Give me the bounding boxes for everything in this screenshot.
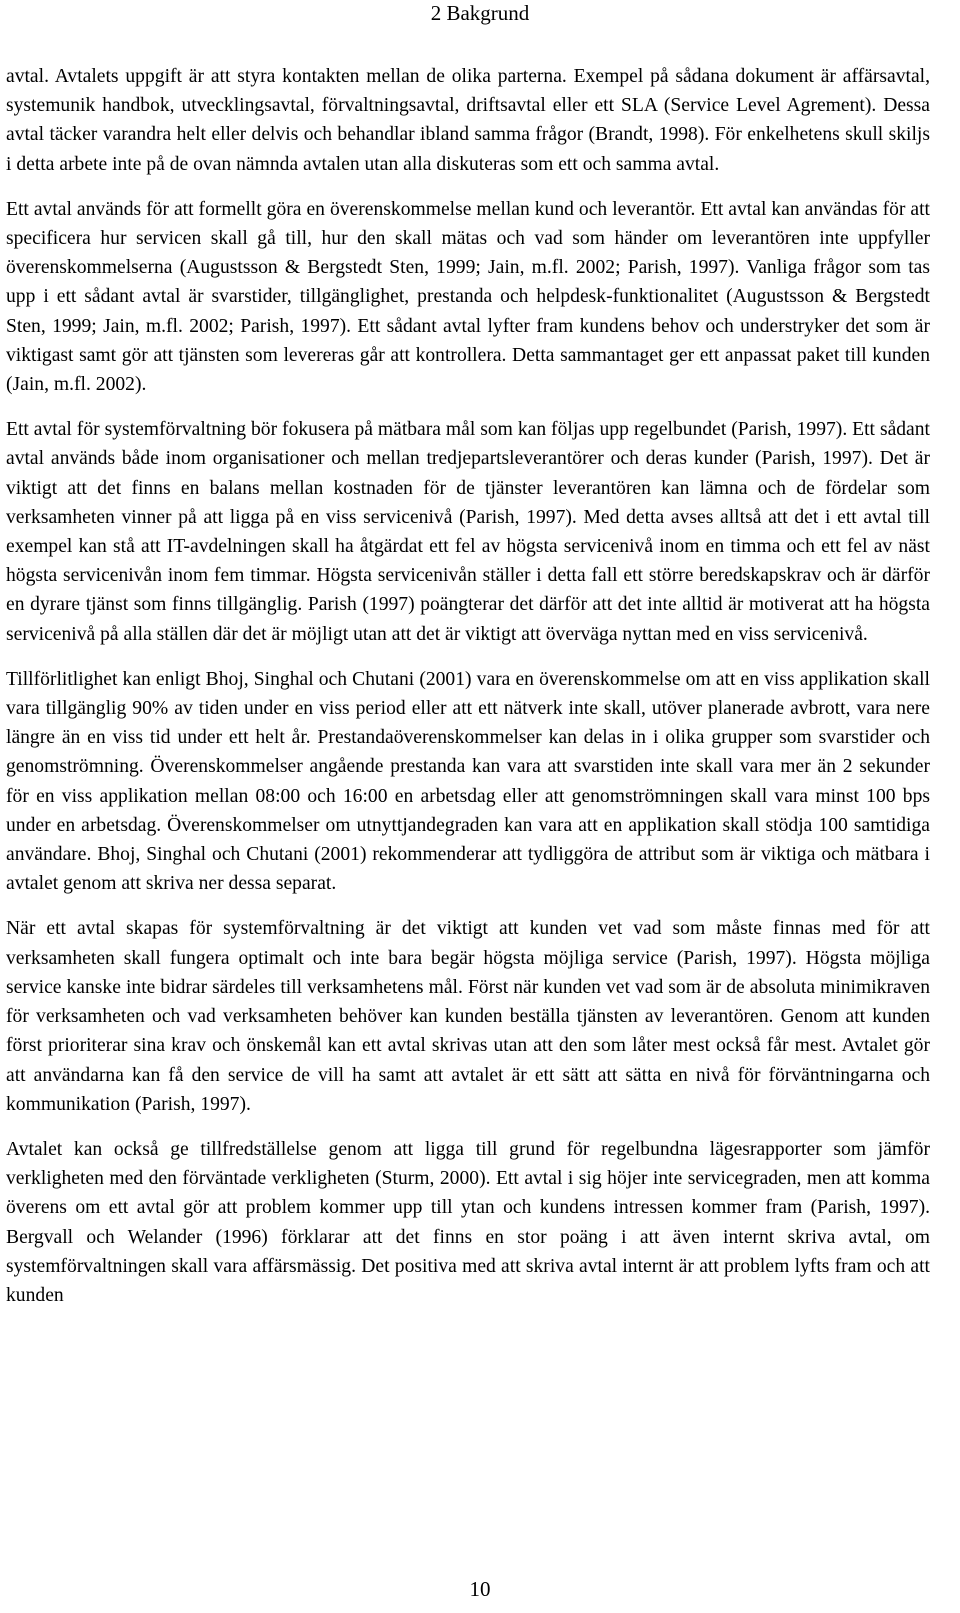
paragraph-system-management: Ett avtal för systemförvaltning bör fokusera på mätbara mål som kan följas upp regelbundet (Parish, 1997). Ett sådant avtal används både inom organisationer och mellan tredjepartsleverantörer och deras kunder (Parish, 1997). Det är viktigt att det finns en balans mellan kostnaden för de tjänster leverantören kan lämna och de fördelar som verksamheten vinner på att ligga på en viss servicenivå (Parish, 1997). Med detta avses alltså att det i ett avtal till exempel kan stå att IT-avdelningen skall ha åtgärdat ett fel av högsta servicenivå inom en timma och ett fel av näst högsta servicenivån inom fem timmar. Högsta servicenivån ställer i detta fall ett större beredskapskrav och är därför en dyrare tjänst som finns tillgänglig. Parish (1997) poängterar det därför att det inte alltid är motiverat att ha högsta servicenivå på alla ställen där det är möjligt utan att det är viktigt att överväga nyttan med en viss servicenivå. xyxy=(6,419,930,645)
paragraph-customer-needs: När ett avtal skapas för systemförvaltning är det viktigt att kunden vet vad som måste finnas med för att verksamheten skall fungera optimalt och inte bara begär högsta möjliga service (Parish, 1997). Högsta möjliga service kanske inte bidrar särdeles till verksamhetens mål. Först när kunden vet vad som är de absoluta minimikraven för verksamheten och vad verksamheten behöver kan kunden beställa tjänsten av leverantören. Genom att kunden först prioriterar sina krav och önskemål kan ett avtal skrivas utan att den som låter mest också får mest. Avtalet gör att användarna kan få den service de vill ha samt att avtalet är ett sätt att sätta en nivå för förväntningarna och kommunikation (Parish, 1997). xyxy=(6,918,930,1115)
paragraph-reliability: Tillförlitlighet kan enligt Bhoj, Singhal och Chutani (2001) vara en överenskommelse om att en viss applikation skall vara tillgänglig 90% av tiden under en viss period eller att ett nätverk inte skall, utöver planerade avbrott, vara nere längre än en viss tid under ett helt år. Prestandaöverenskommelser kan delas in i olika grupper som svarstider och genomströmning. Överenskommelser angående prestanda kan vara att svarstiden inte skall vara mer än 2 sekunder för en viss applikation mellan 08:00 och 16:00 en arbetsdag eller att genomströmningen skall vara minst 100 bps under en arbetsdag. Överenskommelser om utnyttjandegraden kan vara att en applikation skall stödja 100 samtidiga användare. Bhoj, Singhal och Chutani (2001) rekommenderar att tydliggöra de attribut som är viktiga och mätbara i avtalet genom att skriva ner dessa separat. xyxy=(6,668,930,895)
running-header: 2 Bakgrund xyxy=(430,1,530,25)
paragraph-reports: Avtalet kan också ge tillfredställelse genom att ligga till grund för regelbundna lägesrapporter som jämför verkligheten med den förväntade verkligheten (Sturm, 2000). Ett avtal i sig höjer inte servicegraden, men att komma överens om ett avtal gör att problem kommer upp till ytan och kundens intressen kommer fram (Parish, 1997). Bergvall och Welander (1996) förklarar att det finns en stor poäng i att även internt skriva avtal, om systemförvaltningen skall vara affärsmässig. Det positiva med att skriva avtal internt är att problem lyfts fram och att kunden xyxy=(6,1138,930,1306)
body-text xyxy=(6,62,930,1326)
paragraph-agreement-types: avtal. Avtalets uppgift är att styra kontakten mellan de olika parterna. Exempel på sådana dokument är affärsavtal, systemunik handbok, utvecklingsavtal, förvaltningsavtal, driftsavtal eller ett SLA (Service Level Agrement). Dessa avtal täcker varandra helt eller delvis och behandlar ibland samma frågor (Brandt, 1998). För enkelhetens skull skiljs i detta arbete inte på de ovan nämnda avtalen utan alla diskuteras som ett och samma avtal. xyxy=(6,66,930,175)
page-number: 10 xyxy=(469,1577,491,1601)
paragraph-agreement-purpose: Ett avtal används för att formellt göra en överenskommelse mellan kund och leverantör. Ett avtal kan användas för att specificera hur servicen skall gå till, hur den skall mätas och vad som händer om leverantören inte uppfyller överenskommelserna (Augustsson & Bergstedt Sten, 1999; Jain, m.fl. 2002; Parish, 1997). Vanliga frågor som tas upp i ett sådant avtal är svarstider, tillgänglighet, prestanda och helpdesk-funktionalitet (Augustsson & Bergstedt Sten, 1999; Jain, m.fl. 2002; Parish, 1997). Ett sådant avtal lyfter fram kundens behov och understryker det som är viktigast samt gör att tjänsten som levereras går att kontrollera. Detta sammantaget ger ett anpassat paket till kunden (Jain, m.fl. 2002). xyxy=(6,198,930,396)
